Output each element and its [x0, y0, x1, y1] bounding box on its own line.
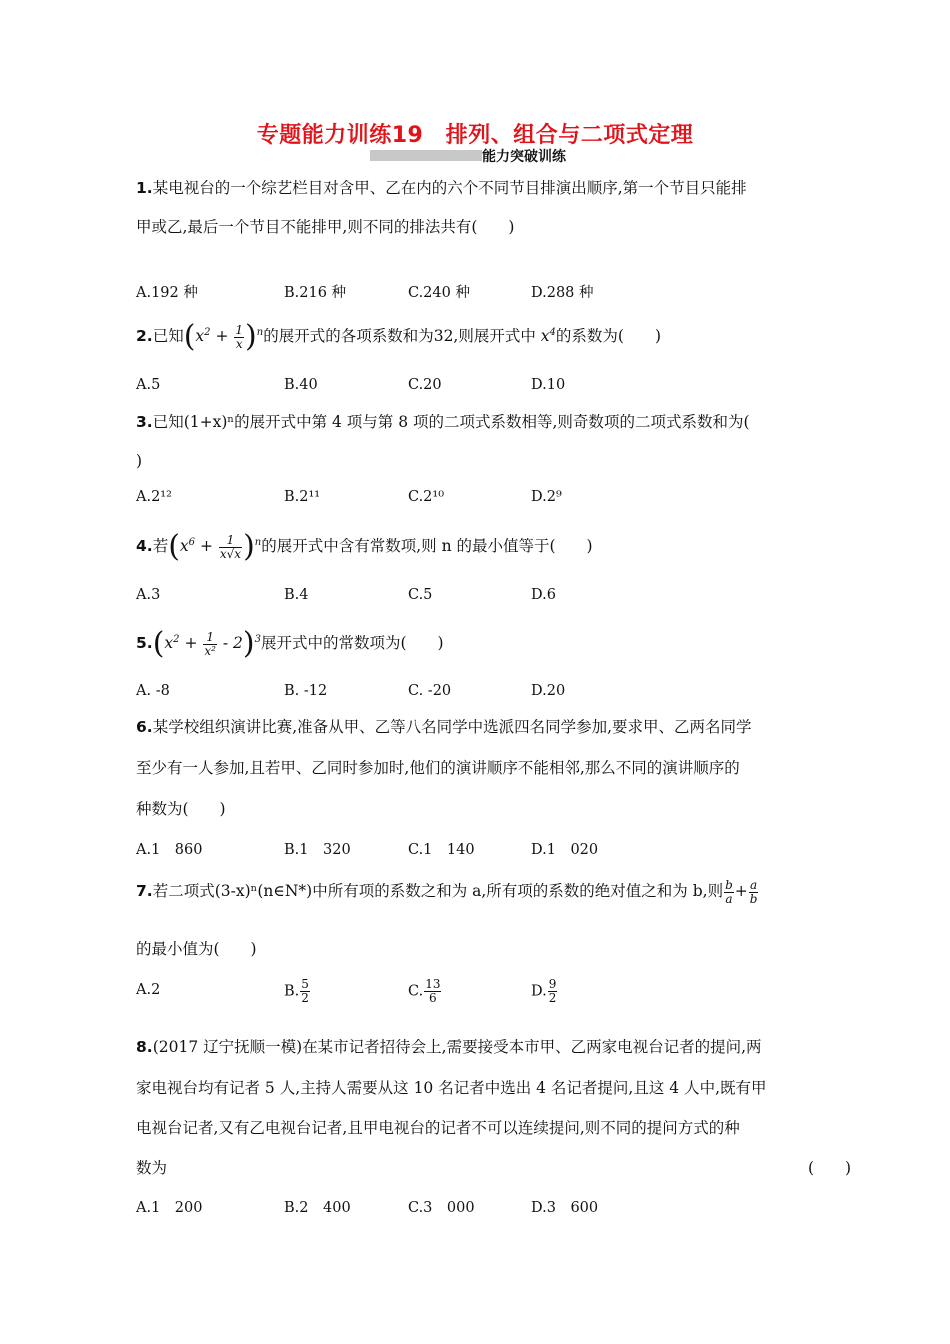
- q7-line2: 的最小值为( ): [136, 940, 257, 958]
- q3-line2: ): [136, 452, 143, 470]
- page-title: 专题能力训练19 排列、组合与二项式定理: [256, 123, 694, 148]
- q8-line4: 数为: [136, 1159, 168, 1177]
- q8-option-b[interactable]: B.2 400: [284, 1200, 351, 1216]
- q3-option-c[interactable]: C.2¹⁰: [408, 489, 445, 505]
- q8-line3: 电视台记者,又有乙电视台记者,且甲电视台的记者不可以连续提问,则不同的提问方式的种: [136, 1119, 740, 1137]
- q6-option-b[interactable]: B.1 320: [284, 842, 351, 858]
- q6-option-c[interactable]: C.1 140: [408, 842, 475, 858]
- q4-option-d[interactable]: D.6: [531, 587, 556, 603]
- q3-option-b[interactable]: B.2¹¹: [284, 489, 321, 505]
- q1-option-a[interactable]: A.192 种: [136, 285, 198, 301]
- q2-option-d[interactable]: D.10: [531, 377, 566, 393]
- q7-option-a[interactable]: A.2: [136, 982, 161, 998]
- q6-option-d[interactable]: D.1 020: [531, 842, 599, 858]
- q8-line1: 8.(2017 辽宁抚顺一模)在某市记者招待会上,需要接受本市甲、乙两家电视台记者的提问,两: [136, 1038, 762, 1056]
- q7-expression: $\frac{b}{a}$ + $\frac{a}{b}$: [725, 877, 758, 906]
- q8-answer-paren: ( ): [808, 1159, 852, 1177]
- section-subtitle: 能力突破训练: [482, 149, 566, 165]
- q5-expression: ($x^2$ + $\frac{1}{\text{x²}}$ - 2)$^3$: [152, 626, 261, 662]
- q6-option-a[interactable]: A.1 860: [136, 842, 203, 858]
- q2-option-b[interactable]: B.40: [284, 377, 318, 393]
- q4-expression: ($x^6$ + $\frac{1}{x√x}$ )$^n$: [168, 529, 262, 565]
- q8-option-c[interactable]: C.3 000: [408, 1200, 475, 1216]
- q1-line2: 甲或乙,最后一个节目不能排甲,则不同的排法共有( ): [136, 218, 515, 236]
- q4-option-a[interactable]: A.3: [136, 587, 161, 603]
- q7-option-c[interactable]: C. $\frac{13}{6}$: [408, 977, 441, 1005]
- q8-option-a[interactable]: A.1 200: [136, 1200, 203, 1216]
- q2-line: 2.已知($x^2$ + $\frac{1}{x}$ )$^n$的展开式的各项系数和为32,则展开式中 $x^4$的系数为( ): [136, 319, 662, 355]
- q2-option-a[interactable]: A.5: [136, 377, 161, 393]
- q8-line2: 家电视台均有记者 5 人,主持人需要从这 10 名记者中选出 4 名记者提问,且这 4 人中,既有甲: [136, 1079, 767, 1097]
- q5-option-c[interactable]: C. -20: [408, 683, 452, 699]
- q4-option-c[interactable]: C.5: [408, 587, 433, 603]
- subtitle-bar: [370, 150, 482, 161]
- q1-option-d[interactable]: D.288 种: [531, 285, 594, 301]
- q2-expression: ($x^2$ + $\frac{1}{x}$ )$^n$: [183, 319, 264, 355]
- q7-option-b[interactable]: B. $\frac{5}{2}$: [284, 977, 309, 1005]
- q5-option-b[interactable]: B. -12: [284, 683, 328, 699]
- q3-option-d[interactable]: D.2⁹: [531, 489, 562, 505]
- q6-line2: 至少有一人参加,且若甲、乙同时参加时,他们的演讲顺序不能相邻,那么不同的演讲顺序的: [136, 759, 740, 777]
- q3-line1: 3.已知(1+x)ⁿ的展开式中第 4 项与第 8 项的二项式系数相等,则奇数项的二项式系数和为(: [136, 413, 750, 431]
- q4-option-b[interactable]: B.4: [284, 587, 309, 603]
- q1-line1: 1.某电视台的一个综艺栏目对含甲、乙在内的六个不同节目排演出顺序,第一个节目只能排: [136, 179, 747, 197]
- q7-option-d[interactable]: D. $\frac{9}{2}$: [531, 977, 557, 1005]
- q4-line: 4.若($x^6$ + $\frac{1}{x√x}$ )$^n$的展开式中含有常数项,则 n 的最小值等于( ): [136, 529, 593, 565]
- q6-line1: 6.某学校组织演讲比赛,准备从甲、乙等八名同学中选派四名同学参加,要求甲、乙两名同学: [136, 718, 752, 736]
- q2-option-c[interactable]: C.20: [408, 377, 442, 393]
- q5-option-d[interactable]: D.20: [531, 683, 566, 699]
- q7-line1: 7.若二项式(3-x)ⁿ(n∈N*)中所有项的系数之和为 a,所有项的系数的绝对值之和为 b,则 $\frac{b}{a}$ + $\frac{a}{b}$: [136, 877, 758, 906]
- q8-option-d[interactable]: D.3 600: [531, 1200, 599, 1216]
- q5-option-a[interactable]: A. -8: [136, 683, 170, 699]
- q1-option-b[interactable]: B.216 种: [284, 285, 347, 301]
- q6-line3: 种数为( ): [136, 800, 226, 818]
- q3-option-a[interactable]: A.2¹²: [136, 489, 172, 505]
- q1-option-c[interactable]: C.240 种: [408, 285, 470, 301]
- q5-line: $5.(x^2$ + $\frac{1}{\text{x²}}$ - 2)$^3$展开式中的常数项为( ): [136, 626, 444, 662]
